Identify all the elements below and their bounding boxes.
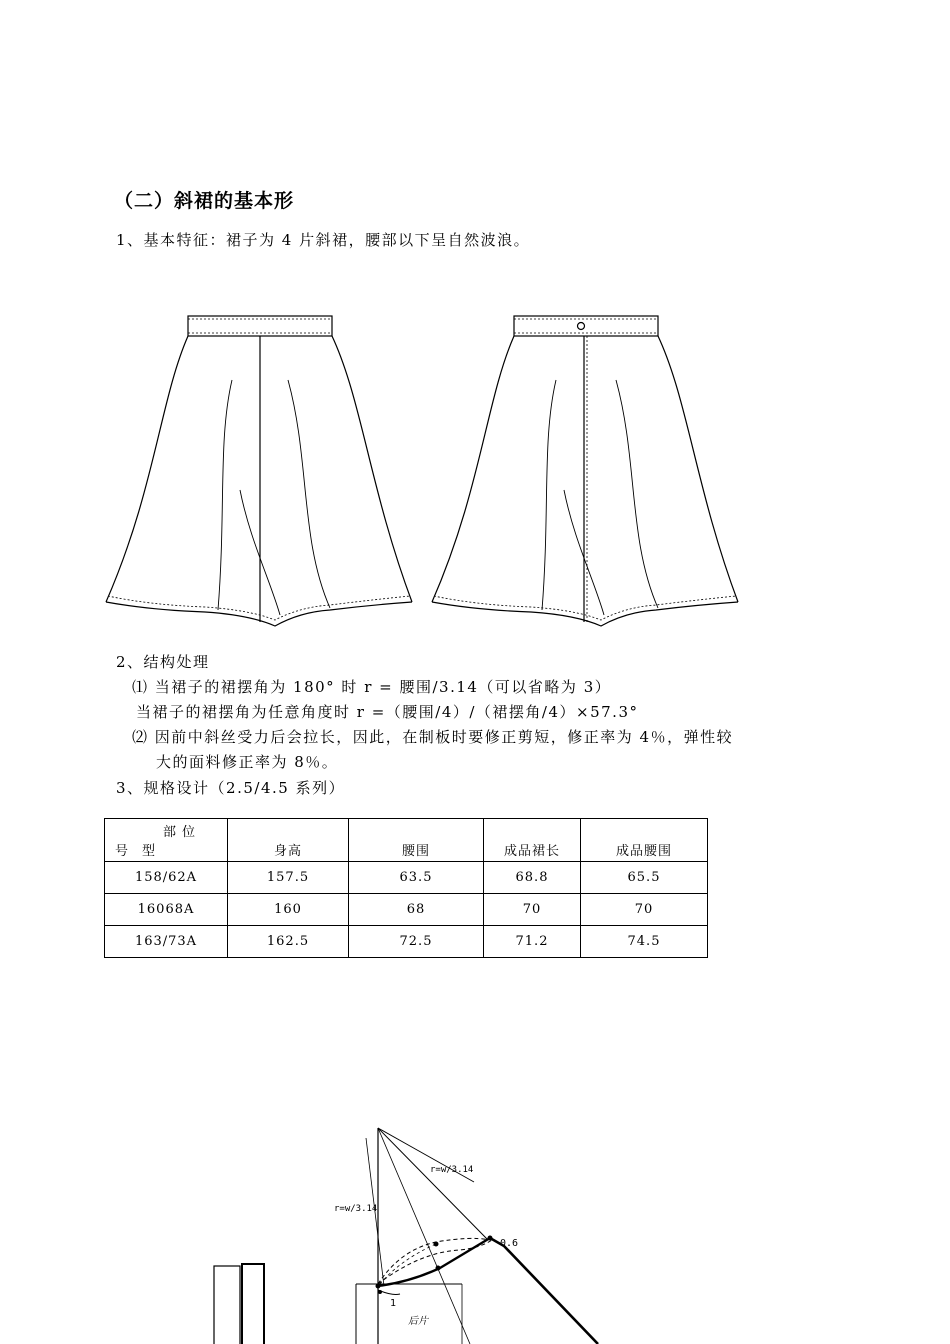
header-type-label: 号型 <box>115 844 170 859</box>
cell: 72.5 <box>349 926 484 958</box>
header-height: 身高 <box>228 819 349 862</box>
header-size-type <box>105 819 228 862</box>
cell: 157.5 <box>228 862 349 894</box>
structure-item1-line1: ⑴ 当裙子的裙摆角为 180° 时 r = 腰围/3.14（可以省略为 3） <box>132 678 612 696</box>
cell: 68.8 <box>484 862 581 894</box>
structure-item2-line2: 大的面料修正率为 8％。 <box>156 753 339 771</box>
cell: 71.2 <box>484 926 581 958</box>
spec-table-header <box>105 819 708 862</box>
pattern-diagram <box>0 1110 950 1344</box>
header-part-label: 部位 <box>163 825 202 840</box>
skirt-front-illustration <box>100 310 420 630</box>
label-radius-left: r=w/3.14 <box>334 1204 378 1214</box>
feature-line: 1、基本特征：裙子为 4 片斜裙，腰部以下呈自然波浪。 <box>116 231 531 249</box>
structure-item2-line1: ⑵ 因前中斜丝受力后会拉长，因此，在制板时要修正剪短，修正率为 4％，弹性较 <box>132 728 734 746</box>
label-0-6: 0.6 <box>500 1238 519 1249</box>
cell: 163/73A <box>105 926 228 958</box>
cell: 162.5 <box>228 926 349 958</box>
table-row <box>105 862 708 894</box>
skirt-back-illustration <box>426 310 746 630</box>
header-waist: 腰围 <box>349 819 484 862</box>
cell: 158/62A <box>105 862 228 894</box>
cell: 65.5 <box>581 862 708 894</box>
spec-title: 3、规格设计（2.5/4.5 系列） <box>116 779 346 797</box>
label-back-piece: 后片 <box>408 1316 428 1327</box>
cell: 63.5 <box>349 862 484 894</box>
header-skirt-length: 成品裙长 <box>484 819 581 862</box>
cell: 70 <box>581 894 708 926</box>
section-title: （二）斜裙的基本形 <box>114 190 295 212</box>
table-row <box>105 894 708 926</box>
label-1: 1 <box>390 1298 397 1309</box>
cell: 160 <box>228 894 349 926</box>
table-row <box>105 926 708 958</box>
cell: 68 <box>349 894 484 926</box>
spec-table <box>104 818 708 958</box>
cell: 70 <box>484 894 581 926</box>
label-radius-right: r=w/3.14 <box>430 1165 474 1175</box>
structure-title: 2、结构处理 <box>116 653 210 671</box>
header-finished-waist: 成品腰围 <box>581 819 708 862</box>
cell: 74.5 <box>581 926 708 958</box>
structure-item1-line2: 当裙子的裙摆角为任意角度时 r =（腰围/4）/（裙摆角/4）×57.3° <box>136 703 639 721</box>
cell: 16068A <box>105 894 228 926</box>
